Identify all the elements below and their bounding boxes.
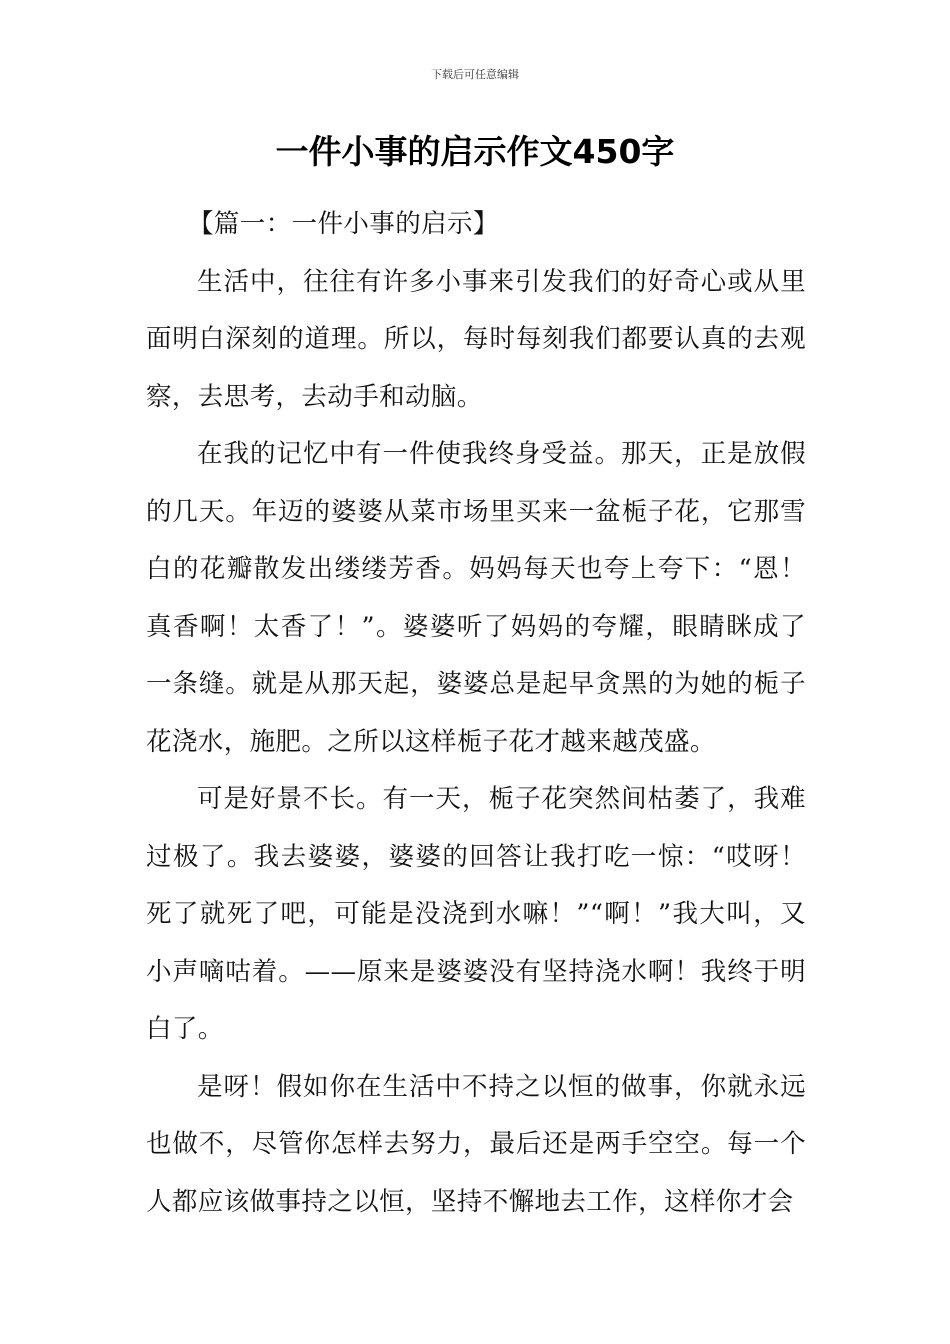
paragraph: 在我的记忆中有一件使我终身受益。那天，正是放假的几天。年迈的婆婆从菜市场里买来一盆栀子花，它那雪白的花瓣散发出缕缕芳香。妈妈每天也夸上夸下：“恩！真香啊！太香了！”。婆婆听了妈妈的夸耀，眼睛眯成了一条缝。就是从那天起，婆婆总是起早贪黑的为她的栀子花浇水，施肥。之所以这样栀子花才越来越茂盛。 [146,439,806,757]
paragraph: 是呀！假如你在生活中不持之以恒的做事，你就永远也做不，尽管你怎样去努力，最后还是两手空空。每一个人都应该做事持之以恒，坚持不懈地去工作，这样你才会 [146,1071,806,1217]
header-note: 下载后可任意编辑 [431,68,519,81]
document-body [146,196,806,1231]
section-heading: 【篇一：一件小事的启示】 [188,209,499,239]
paragraph: 可是好景不长。有一天，栀子花突然间枯萎了，我难过极了。我去婆婆，婆婆的回答让我打吃一惊：“哎呀！死了就死了吧，可能是没浇到水嘛！”“啊！”我大叫，又小声嘀咕着。——原来是婆婆没有坚持浇水啊！我终于明白了。 [146,784,806,1044]
document-title: 一件小事的启示作文450字 [275,132,675,171]
paragraph: 生活中，往往有许多小事来引发我们的好奇心或从里面明白深刻的道理。所以，每时每刻我们都要认真的去观察，去思考，去动手和动脑。 [146,266,806,412]
